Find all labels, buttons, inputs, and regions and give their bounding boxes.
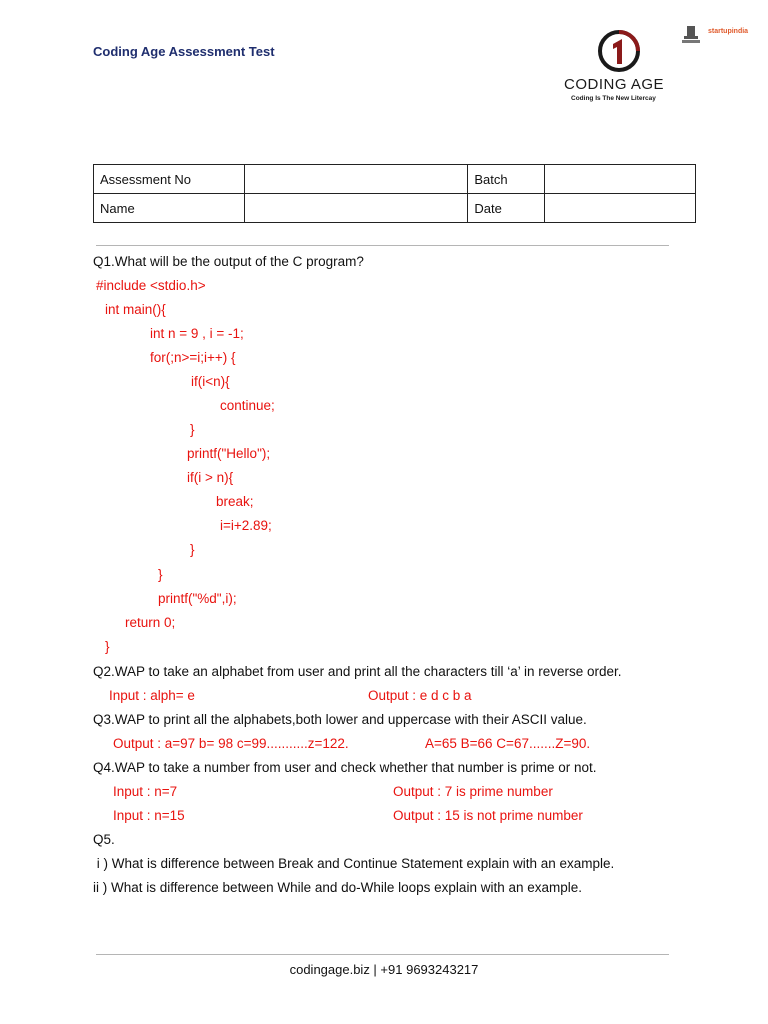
code-line: int main(){ <box>105 302 166 317</box>
q5-part-1: i ) What is difference between Break and Continue Statement explain with an example. <box>93 856 615 871</box>
q4-question: Q4.WAP to take a number from user and check whether that number is prime or not. <box>93 760 597 775</box>
code-line: } <box>105 639 110 654</box>
code-line: i=i+2.89; <box>220 518 272 533</box>
document-title: Coding Age Assessment Test <box>93 44 275 59</box>
coding-age-logo-icon <box>596 28 642 74</box>
divider-bottom <box>96 954 669 955</box>
assessment-no-label: Assessment No <box>94 165 245 194</box>
code-line: } <box>190 542 195 557</box>
code-line: if(i > n){ <box>187 470 234 485</box>
startup-india-emblem <box>678 24 748 46</box>
q5-question: Q5. <box>93 832 115 847</box>
q4-input-1: Input : n=7 <box>113 784 178 799</box>
table-row <box>94 165 696 194</box>
code-line: printf("%d",i); <box>158 591 237 606</box>
code-line: if(i<n){ <box>191 374 230 389</box>
code-line: } <box>190 422 195 437</box>
code-line: #include <stdio.h> <box>96 278 206 293</box>
table-row <box>94 194 696 223</box>
q1-question: Q1.What will be the output of the C program? <box>93 254 364 269</box>
q2-question: Q2.WAP to take an alphabet from user and print all the characters till ‘a’ in reverse order. <box>93 664 622 679</box>
startup-india-label: startupindia <box>708 28 749 35</box>
date-field[interactable] <box>545 194 696 223</box>
q4-output-2: Output : 15 is not prime number <box>393 808 583 823</box>
q3-output-lower: Output : a=97 b= 98 c=99...........z=122. <box>113 736 349 751</box>
logo-tagline: Coding Is The New Litercay <box>571 95 656 102</box>
date-label: Date <box>468 194 545 223</box>
q5-part-2: ii ) What is difference between While and do-While loops explain with an example. <box>93 880 582 895</box>
divider-top <box>96 245 669 246</box>
name-field[interactable] <box>244 194 468 223</box>
assessment-info-table <box>93 164 696 223</box>
batch-field[interactable] <box>545 165 696 194</box>
national-emblem-icon <box>678 24 704 46</box>
q4-input-2: Input : n=15 <box>113 808 185 823</box>
code-line: continue; <box>220 398 275 413</box>
name-label: Name <box>94 194 245 223</box>
code-line: } <box>158 567 163 582</box>
q4-output-1: Output : 7 is prime number <box>393 784 553 799</box>
code-line: printf("Hello"); <box>187 446 271 461</box>
code-line: return 0; <box>125 615 176 630</box>
q2-output: Output : e d c b a <box>368 688 472 703</box>
coding-age-logo <box>560 28 680 108</box>
q3-output-upper: A=65 B=66 C=67.......Z=90. <box>425 736 591 751</box>
batch-label: Batch <box>468 165 545 194</box>
footer-contact: codingage.biz | +91 9693243217 <box>289 962 479 977</box>
code-line: int n = 9 , i = -1; <box>150 326 244 341</box>
code-line: for(;n>=i;i++) { <box>150 350 236 365</box>
q2-input: Input : alph= e <box>109 688 195 703</box>
assessment-no-field[interactable] <box>244 165 468 194</box>
q3-question: Q3.WAP to print all the alphabets,both lower and uppercase with their ASCII value. <box>93 712 587 727</box>
logo-name: CODING AGE <box>564 76 665 93</box>
code-line: break; <box>216 494 254 509</box>
